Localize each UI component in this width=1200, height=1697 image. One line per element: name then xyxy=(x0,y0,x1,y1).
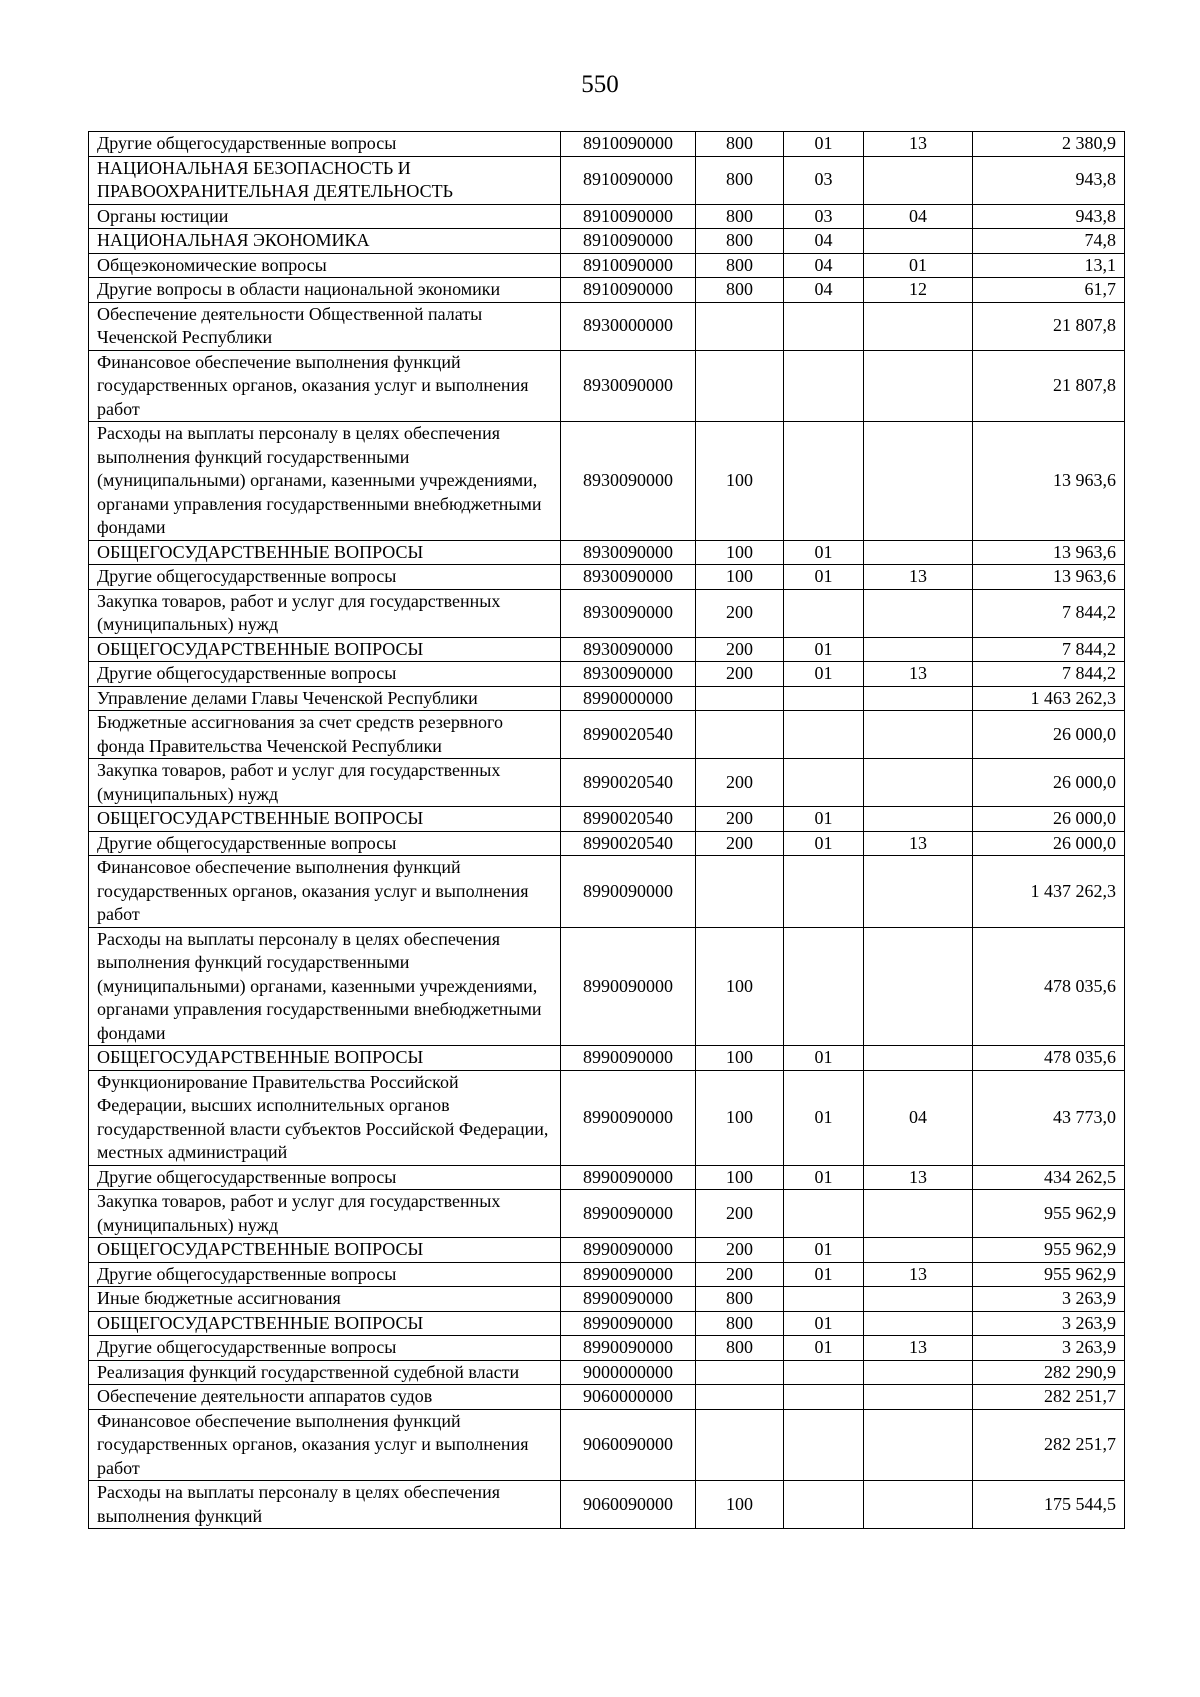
item-name-cell: Обеспечение деятельности аппаратов судов xyxy=(89,1385,561,1410)
target-article-cell: 8990020540 xyxy=(561,711,696,759)
amount-cell: 1 463 262,3 xyxy=(973,686,1125,711)
section-cell xyxy=(784,686,864,711)
amount-cell: 7 844,2 xyxy=(973,637,1125,662)
item-name-cell: Закупка товаров, работ и услуг для государственных (муниципальных) нужд xyxy=(89,1190,561,1238)
amount-cell: 7 844,2 xyxy=(973,589,1125,637)
subsection-cell: 04 xyxy=(864,1070,973,1165)
subsection-cell xyxy=(864,1190,973,1238)
expense-type-cell xyxy=(696,350,784,422)
section-cell xyxy=(784,1360,864,1385)
item-name-cell: Функционирование Правительства Российской Федерации, высших исполнительных органов государственной власти субъектов Российской Федерации, местных администраций xyxy=(89,1070,561,1165)
table-row xyxy=(89,1481,1125,1529)
table-row xyxy=(89,1165,1125,1190)
item-name-cell: Управление делами Главы Чеченской Республики xyxy=(89,686,561,711)
expense-type-cell: 200 xyxy=(696,1238,784,1263)
item-name-cell: Другие общегосударственные вопросы xyxy=(89,1262,561,1287)
item-name-cell: Другие общегосударственные вопросы xyxy=(89,662,561,687)
expense-type-cell: 200 xyxy=(696,807,784,832)
table-row xyxy=(89,927,1125,1046)
subsection-cell xyxy=(864,927,973,1046)
item-name-cell: ОБЩЕГОСУДАРСТВЕННЫЕ ВОПРОСЫ xyxy=(89,1311,561,1336)
section-cell xyxy=(784,1385,864,1410)
table-row xyxy=(89,1046,1125,1071)
expense-type-cell: 200 xyxy=(696,662,784,687)
section-cell xyxy=(784,856,864,928)
item-name-cell: ОБЩЕГОСУДАРСТВЕННЫЕ ВОПРОСЫ xyxy=(89,540,561,565)
subsection-cell xyxy=(864,1360,973,1385)
expense-type-cell: 200 xyxy=(696,1190,784,1238)
target-article-cell: 8910090000 xyxy=(561,132,696,157)
subsection-cell: 13 xyxy=(864,1262,973,1287)
table-row xyxy=(89,831,1125,856)
item-name-cell: Органы юстиции xyxy=(89,204,561,229)
target-article-cell: 9060090000 xyxy=(561,1409,696,1481)
item-name-cell: Другие общегосударственные вопросы xyxy=(89,565,561,590)
page-number: 550 xyxy=(581,71,619,98)
section-cell: 01 xyxy=(784,662,864,687)
amount-cell: 175 544,5 xyxy=(973,1481,1125,1529)
table-row xyxy=(89,1287,1125,1312)
expense-type-cell: 800 xyxy=(696,132,784,157)
target-article-cell: 8990090000 xyxy=(561,1190,696,1238)
item-name-cell: Бюджетные ассигнования за счет средств резервного фонда Правительства Чеченской Республики xyxy=(89,711,561,759)
amount-cell: 43 773,0 xyxy=(973,1070,1125,1165)
amount-cell: 13 963,6 xyxy=(973,540,1125,565)
subsection-cell xyxy=(864,229,973,254)
table-row xyxy=(89,278,1125,303)
item-name-cell: Расходы на выплаты персоналу в целях обеспечения выполнения функций государственными (муниципальными) органами, казенными учреждениями, органами управления государственными внебюджетными фондами xyxy=(89,927,561,1046)
amount-cell: 282 251,7 xyxy=(973,1385,1125,1410)
section-cell: 01 xyxy=(784,1262,864,1287)
item-name-cell: Реализация функций государственной судебной власти xyxy=(89,1360,561,1385)
amount-cell: 1 437 262,3 xyxy=(973,856,1125,928)
expense-type-cell xyxy=(696,856,784,928)
table-row xyxy=(89,1262,1125,1287)
amount-cell: 7 844,2 xyxy=(973,662,1125,687)
amount-cell: 3 263,9 xyxy=(973,1287,1125,1312)
expense-type-cell: 200 xyxy=(696,589,784,637)
section-cell: 03 xyxy=(784,156,864,204)
table-row xyxy=(89,711,1125,759)
target-article-cell: 9060090000 xyxy=(561,1481,696,1529)
target-article-cell: 8990090000 xyxy=(561,1311,696,1336)
expense-type-cell xyxy=(696,1409,784,1481)
expense-type-cell: 100 xyxy=(696,1070,784,1165)
amount-cell: 282 251,7 xyxy=(973,1409,1125,1481)
target-article-cell: 8990020540 xyxy=(561,831,696,856)
expense-type-cell: 800 xyxy=(696,1287,784,1312)
item-name-cell: Другие общегосударственные вопросы xyxy=(89,831,561,856)
subsection-cell xyxy=(864,1481,973,1529)
target-article-cell: 8990020540 xyxy=(561,759,696,807)
amount-cell: 955 962,9 xyxy=(973,1190,1125,1238)
subsection-cell: 13 xyxy=(864,831,973,856)
table-row xyxy=(89,856,1125,928)
table-row xyxy=(89,1190,1125,1238)
table-row xyxy=(89,156,1125,204)
expense-type-cell: 800 xyxy=(696,229,784,254)
subsection-cell xyxy=(864,1385,973,1410)
item-name-cell: ОБЩЕГОСУДАРСТВЕННЫЕ ВОПРОСЫ xyxy=(89,637,561,662)
target-article-cell: 8990090000 xyxy=(561,856,696,928)
subsection-cell xyxy=(864,1311,973,1336)
subsection-cell xyxy=(864,1287,973,1312)
section-cell xyxy=(784,1287,864,1312)
item-name-cell: Другие вопросы в области национальной экономики xyxy=(89,278,561,303)
expense-type-cell: 200 xyxy=(696,1262,784,1287)
expense-type-cell: 800 xyxy=(696,253,784,278)
target-article-cell: 8990020540 xyxy=(561,807,696,832)
item-name-cell: ОБЩЕГОСУДАРСТВЕННЫЕ ВОПРОСЫ xyxy=(89,807,561,832)
expense-type-cell: 100 xyxy=(696,540,784,565)
target-article-cell: 8990090000 xyxy=(561,1262,696,1287)
item-name-cell: Обеспечение деятельности Общественной палаты Чеченской Республики xyxy=(89,302,561,350)
amount-cell: 74,8 xyxy=(973,229,1125,254)
target-article-cell: 8930000000 xyxy=(561,302,696,350)
section-cell: 01 xyxy=(784,1165,864,1190)
table-row xyxy=(89,662,1125,687)
amount-cell: 434 262,5 xyxy=(973,1165,1125,1190)
table-row xyxy=(89,759,1125,807)
table-row xyxy=(89,229,1125,254)
expense-type-cell: 800 xyxy=(696,278,784,303)
table-row xyxy=(89,807,1125,832)
expense-type-cell: 800 xyxy=(696,204,784,229)
section-cell: 01 xyxy=(784,1070,864,1165)
item-name-cell: Общеэкономические вопросы xyxy=(89,253,561,278)
item-name-cell: Другие общегосударственные вопросы xyxy=(89,1165,561,1190)
table-row xyxy=(89,1070,1125,1165)
expense-type-cell: 800 xyxy=(696,1336,784,1361)
subsection-cell xyxy=(864,156,973,204)
target-article-cell: 8990090000 xyxy=(561,1165,696,1190)
section-cell: 01 xyxy=(784,1311,864,1336)
target-article-cell: 8990090000 xyxy=(561,1238,696,1263)
target-article-cell: 8910090000 xyxy=(561,156,696,204)
expense-type-cell: 100 xyxy=(696,1481,784,1529)
item-name-cell: НАЦИОНАЛЬНАЯ ЭКОНОМИКА xyxy=(89,229,561,254)
section-cell: 01 xyxy=(784,1336,864,1361)
amount-cell: 3 263,9 xyxy=(973,1311,1125,1336)
subsection-cell xyxy=(864,540,973,565)
target-article-cell: 8990090000 xyxy=(561,1070,696,1165)
target-article-cell: 8990090000 xyxy=(561,1046,696,1071)
subsection-cell xyxy=(864,807,973,832)
expense-type-cell xyxy=(696,686,784,711)
table-row xyxy=(89,1385,1125,1410)
target-article-cell: 8990090000 xyxy=(561,1287,696,1312)
expense-type-cell: 100 xyxy=(696,1165,784,1190)
amount-cell: 943,8 xyxy=(973,156,1125,204)
section-cell: 04 xyxy=(784,278,864,303)
amount-cell: 3 263,9 xyxy=(973,1336,1125,1361)
item-name-cell: Финансовое обеспечение выполнения функций государственных органов, оказания услуг и выполнения работ xyxy=(89,350,561,422)
subsection-cell: 13 xyxy=(864,1165,973,1190)
expense-type-cell xyxy=(696,711,784,759)
target-article-cell: 8930090000 xyxy=(561,350,696,422)
table-row xyxy=(89,302,1125,350)
target-article-cell: 8930090000 xyxy=(561,565,696,590)
expense-type-cell: 100 xyxy=(696,422,784,541)
subsection-cell: 04 xyxy=(864,204,973,229)
subsection-cell xyxy=(864,759,973,807)
subsection-cell: 13 xyxy=(864,132,973,157)
budget-table-body xyxy=(89,132,1125,1529)
section-cell: 01 xyxy=(784,831,864,856)
section-cell: 01 xyxy=(784,540,864,565)
expense-type-cell xyxy=(696,1360,784,1385)
table-row xyxy=(89,204,1125,229)
amount-cell: 26 000,0 xyxy=(973,759,1125,807)
section-cell xyxy=(784,302,864,350)
section-cell: 01 xyxy=(784,1238,864,1263)
target-article-cell: 8930090000 xyxy=(561,589,696,637)
amount-cell: 2 380,9 xyxy=(973,132,1125,157)
amount-cell: 13 963,6 xyxy=(973,422,1125,541)
subsection-cell: 13 xyxy=(864,1336,973,1361)
item-name-cell: Расходы на выплаты персоналу в целях обеспечения выполнения функций xyxy=(89,1481,561,1529)
section-cell xyxy=(784,1481,864,1529)
target-article-cell: 8930090000 xyxy=(561,422,696,541)
table-row xyxy=(89,540,1125,565)
amount-cell: 943,8 xyxy=(973,204,1125,229)
expense-type-cell: 200 xyxy=(696,831,784,856)
target-article-cell: 8930090000 xyxy=(561,637,696,662)
subsection-cell: 12 xyxy=(864,278,973,303)
section-cell xyxy=(784,350,864,422)
section-cell xyxy=(784,422,864,541)
item-name-cell: ОБЩЕГОСУДАРСТВЕННЫЕ ВОПРОСЫ xyxy=(89,1046,561,1071)
expense-type-cell xyxy=(696,302,784,350)
amount-cell: 61,7 xyxy=(973,278,1125,303)
table-row xyxy=(89,686,1125,711)
subsection-cell xyxy=(864,1409,973,1481)
subsection-cell xyxy=(864,1238,973,1263)
subsection-cell xyxy=(864,589,973,637)
amount-cell: 21 807,8 xyxy=(973,350,1125,422)
item-name-cell: Расходы на выплаты персоналу в целях обеспечения выполнения функций государственными (муниципальными) органами, казенными учреждениями, органами управления государственными внебюджетными фондами xyxy=(89,422,561,541)
item-name-cell: Иные бюджетные ассигнования xyxy=(89,1287,561,1312)
table-row xyxy=(89,1311,1125,1336)
item-name-cell: Финансовое обеспечение выполнения функций государственных органов, оказания услуг и выполнения работ xyxy=(89,1409,561,1481)
item-name-cell: Закупка товаров, работ и услуг для государственных (муниципальных) нужд xyxy=(89,589,561,637)
amount-cell: 955 962,9 xyxy=(973,1238,1125,1263)
amount-cell: 955 962,9 xyxy=(973,1262,1125,1287)
section-cell: 01 xyxy=(784,565,864,590)
item-name-cell: Финансовое обеспечение выполнения функций государственных органов, оказания услуг и выполнения работ xyxy=(89,856,561,928)
target-article-cell: 8930090000 xyxy=(561,540,696,565)
target-article-cell: 9060000000 xyxy=(561,1385,696,1410)
subsection-cell xyxy=(864,637,973,662)
target-article-cell: 8910090000 xyxy=(561,204,696,229)
expense-type-cell: 200 xyxy=(696,637,784,662)
target-article-cell: 8910090000 xyxy=(561,278,696,303)
subsection-cell xyxy=(864,711,973,759)
subsection-cell xyxy=(864,856,973,928)
table-row xyxy=(89,350,1125,422)
table-row xyxy=(89,637,1125,662)
expense-type-cell: 800 xyxy=(696,1311,784,1336)
amount-cell: 26 000,0 xyxy=(973,711,1125,759)
table-row xyxy=(89,253,1125,278)
amount-cell: 26 000,0 xyxy=(973,807,1125,832)
section-cell xyxy=(784,1409,864,1481)
amount-cell: 13 963,6 xyxy=(973,565,1125,590)
subsection-cell xyxy=(864,686,973,711)
expense-type-cell: 200 xyxy=(696,759,784,807)
amount-cell: 478 035,6 xyxy=(973,927,1125,1046)
amount-cell: 282 290,9 xyxy=(973,1360,1125,1385)
subsection-cell: 13 xyxy=(864,565,973,590)
table-row xyxy=(89,1238,1125,1263)
table-row xyxy=(89,1336,1125,1361)
expense-type-cell xyxy=(696,1385,784,1410)
subsection-cell xyxy=(864,422,973,541)
section-cell: 04 xyxy=(784,229,864,254)
target-article-cell: 8930090000 xyxy=(561,662,696,687)
subsection-cell xyxy=(864,1046,973,1071)
section-cell xyxy=(784,711,864,759)
expense-type-cell: 800 xyxy=(696,156,784,204)
subsection-cell xyxy=(864,302,973,350)
section-cell: 04 xyxy=(784,253,864,278)
table-row xyxy=(89,1409,1125,1481)
section-cell: 01 xyxy=(784,637,864,662)
table-row xyxy=(89,422,1125,541)
target-article-cell: 8990090000 xyxy=(561,1336,696,1361)
target-article-cell: 8990090000 xyxy=(561,927,696,1046)
section-cell: 03 xyxy=(784,204,864,229)
section-cell xyxy=(784,759,864,807)
target-article-cell: 8910090000 xyxy=(561,229,696,254)
amount-cell: 21 807,8 xyxy=(973,302,1125,350)
subsection-cell: 01 xyxy=(864,253,973,278)
target-article-cell: 9000000000 xyxy=(561,1360,696,1385)
amount-cell: 26 000,0 xyxy=(973,831,1125,856)
amount-cell: 478 035,6 xyxy=(973,1046,1125,1071)
budget-table xyxy=(88,131,1125,1529)
subsection-cell: 13 xyxy=(864,662,973,687)
target-article-cell: 8910090000 xyxy=(561,253,696,278)
table-row xyxy=(89,565,1125,590)
table-row xyxy=(89,1360,1125,1385)
table-row xyxy=(89,132,1125,157)
item-name-cell: Другие общегосударственные вопросы xyxy=(89,132,561,157)
item-name-cell: Другие общегосударственные вопросы xyxy=(89,1336,561,1361)
target-article-cell: 8990000000 xyxy=(561,686,696,711)
section-cell: 01 xyxy=(784,1046,864,1071)
table-row xyxy=(89,589,1125,637)
section-cell xyxy=(784,927,864,1046)
subsection-cell xyxy=(864,350,973,422)
section-cell xyxy=(784,589,864,637)
expense-type-cell: 100 xyxy=(696,927,784,1046)
expense-type-cell: 100 xyxy=(696,565,784,590)
amount-cell: 13,1 xyxy=(973,253,1125,278)
item-name-cell: НАЦИОНАЛЬНАЯ БЕЗОПАСНОСТЬ И ПРАВООХРАНИТЕЛЬНАЯ ДЕЯТЕЛЬНОСТЬ xyxy=(89,156,561,204)
item-name-cell: ОБЩЕГОСУДАРСТВЕННЫЕ ВОПРОСЫ xyxy=(89,1238,561,1263)
section-cell: 01 xyxy=(784,807,864,832)
item-name-cell: Закупка товаров, работ и услуг для государственных (муниципальных) нужд xyxy=(89,759,561,807)
section-cell xyxy=(784,1190,864,1238)
section-cell: 01 xyxy=(784,132,864,157)
expense-type-cell: 100 xyxy=(696,1046,784,1071)
